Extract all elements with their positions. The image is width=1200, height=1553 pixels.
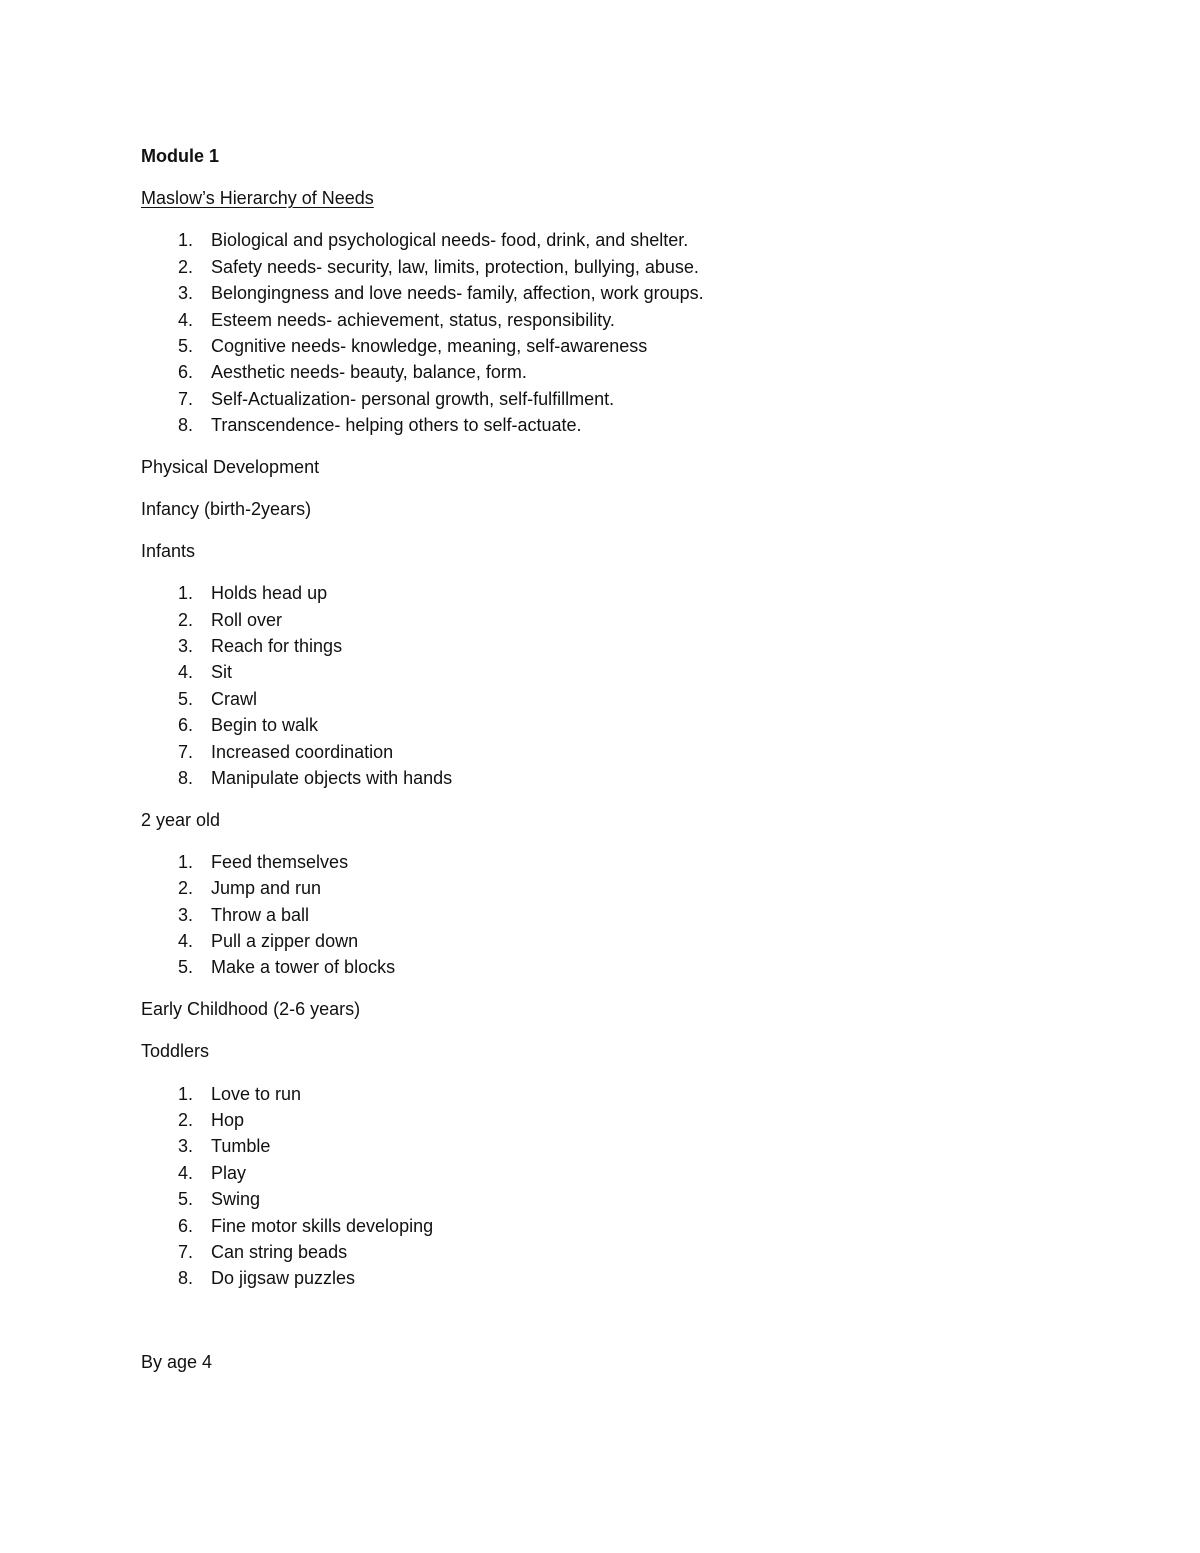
list-item-number: 1. <box>177 852 193 872</box>
list-item-text: Make a tower of blocks <box>211 957 396 977</box>
list-item-number: 3. <box>177 1136 193 1156</box>
list-item-text: Self-Actualization- personal growth, self-fulfillment. <box>211 389 615 409</box>
infancy-heading: Infancy (birth-2years) <box>141 499 312 519</box>
list-item-number: 8. <box>177 415 193 435</box>
list-item-number: 4. <box>177 662 193 682</box>
list-item-text: Sit <box>211 662 233 682</box>
physical-development-heading: Physical Development <box>141 457 320 477</box>
by-age-4-heading: By age 4 <box>141 1352 213 1372</box>
list-item-text: Manipulate objects with hands <box>211 768 453 788</box>
list-item-text: Love to run <box>211 1084 302 1104</box>
list-item-number: 5. <box>177 336 193 356</box>
maslow-section-title: Maslow’s Hierarchy of Needs <box>141 188 374 208</box>
list-item-text: Throw a ball <box>211 905 310 925</box>
module-title: Module 1 <box>141 146 220 166</box>
list-item-number: 6. <box>177 715 193 735</box>
list-item-number: 8. <box>177 768 193 788</box>
list-item-number: 7. <box>177 389 193 409</box>
early-childhood-heading: Early Childhood (2-6 years) <box>141 999 361 1019</box>
list-item-text: Pull a zipper down <box>211 931 359 951</box>
list-item-number: 6. <box>177 1216 193 1236</box>
list-item-number: 2. <box>177 610 193 630</box>
list-item-number: 3. <box>177 905 193 925</box>
infants-heading: Infants <box>141 541 196 561</box>
list-item-number: 5. <box>177 957 193 977</box>
list-item-text: Jump and run <box>211 878 322 898</box>
list-item-text: Increased coordination <box>211 742 394 762</box>
list-item-text: Aesthetic needs- beauty, balance, form. <box>211 362 527 382</box>
list-item-number: 5. <box>177 1189 193 1209</box>
list-item-text: Holds head up <box>211 583 328 603</box>
list-item-text: Tumble <box>211 1136 271 1156</box>
list-item-text: Swing <box>211 1189 261 1209</box>
list-item-text: Crawl <box>211 689 258 709</box>
list-item-text: Belongingness and love needs- family, affection, work groups. <box>211 283 704 303</box>
list-item-number: 3. <box>177 636 193 656</box>
list-item-text: Safety needs- security, law, limits, protection, bullying, abuse. <box>211 257 699 277</box>
list-item-text: Begin to walk <box>211 715 319 735</box>
list-item-number: 6. <box>177 362 193 382</box>
list-item-number: 3. <box>177 283 193 303</box>
list-item-text: Reach for things <box>211 636 343 656</box>
list-item-number: 5. <box>177 689 193 709</box>
list-item-number: 2. <box>177 1110 193 1130</box>
list-item-text: Can string beads <box>211 1242 348 1262</box>
list-item-text: Transcendence- helping others to self-actuate. <box>211 415 582 435</box>
list-item-number: 7. <box>177 1242 193 1262</box>
list-item-text: Hop <box>211 1110 245 1130</box>
list-item-text: Roll over <box>211 610 283 630</box>
two-year-old-heading: 2 year old <box>141 810 221 830</box>
list-item-number: 4. <box>177 931 193 951</box>
list-item-number: 8. <box>177 1268 193 1288</box>
list-item-text: Fine motor skills developing <box>211 1216 434 1236</box>
list-item-number: 2. <box>177 257 193 277</box>
list-item-number: 4. <box>177 310 193 330</box>
list-item-number: 2. <box>177 878 193 898</box>
list-item-number: 1. <box>177 583 193 603</box>
list-item-number: 4. <box>177 1163 193 1183</box>
list-item-number: 1. <box>177 1084 193 1104</box>
list-item-text: Cognitive needs- knowledge, meaning, self-awareness <box>211 336 648 356</box>
toddlers-heading: Toddlers <box>141 1041 210 1061</box>
list-item-number: 1. <box>177 230 193 250</box>
list-item-text: Play <box>211 1163 247 1183</box>
list-item-number: 7. <box>177 742 193 762</box>
list-item-text: Do jigsaw puzzles <box>211 1268 356 1288</box>
list-item-text: Feed themselves <box>211 852 349 872</box>
list-item-text: Biological and psychological needs- food, drink, and shelter. <box>211 230 689 250</box>
list-item-text: Esteem needs- achievement, status, responsibility. <box>211 310 615 330</box>
